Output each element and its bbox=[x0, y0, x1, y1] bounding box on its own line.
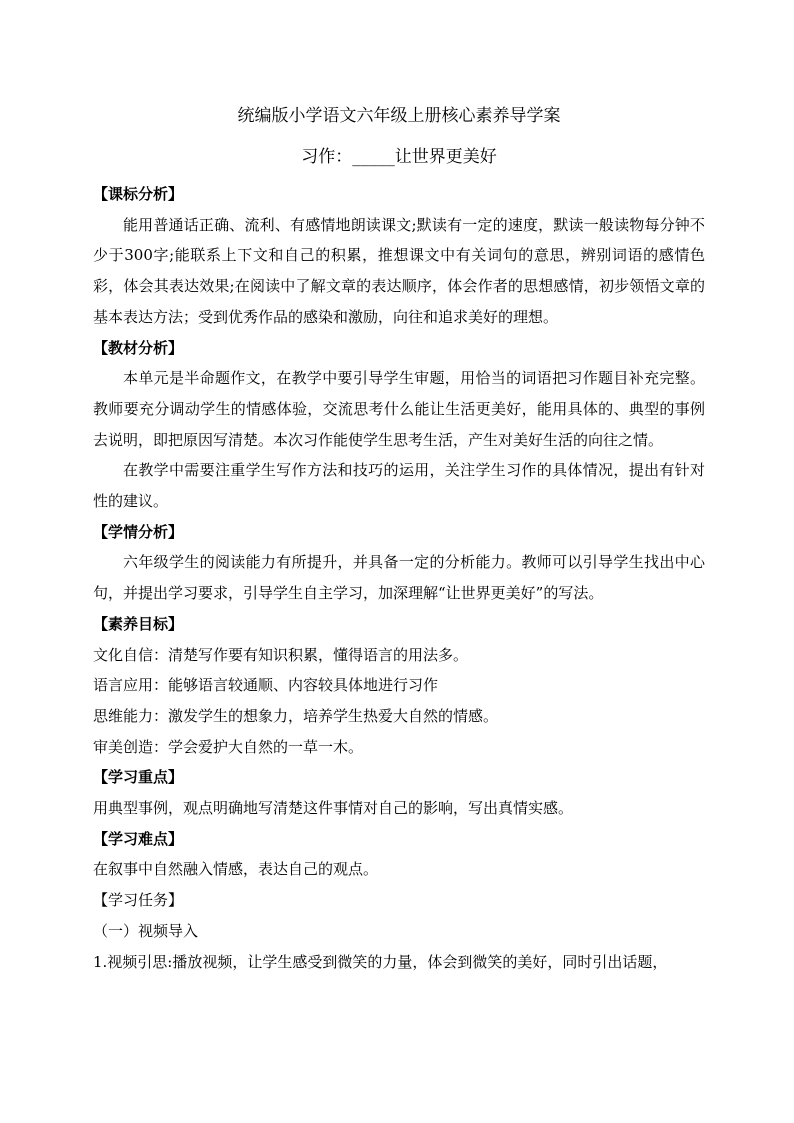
section-heading-kebiao: 【课标分析】 bbox=[93, 185, 184, 203]
section-heading-nandian: 【学习难点】 bbox=[93, 829, 184, 848]
goal-line: 审美创造：学会爱护大自然的一草一木。 bbox=[93, 737, 364, 756]
paragraph: 在教学中需要注重学生写作方法和技巧的运用，关注学生习作的具体情况，提出有针对性的建议。 bbox=[93, 461, 705, 511]
section-heading-xueqing: 【学情分析】 bbox=[93, 522, 184, 541]
section-heading-jiaocai: 【教材分析】 bbox=[93, 338, 184, 357]
section-heading-suyang: 【素养目标】 bbox=[93, 614, 184, 633]
goal-line: 文化自信：清楚写作要有知识积累，懂得语言的用法多。 bbox=[93, 645, 469, 664]
paragraph: 本单元是半命题作文，在教学中要引导学生审题，用恰当的词语把习作题目补充完整。教师要充分调动学生的情感体验，交流思考什么能让生活更美好，能用具体的、典型的事例去说明，即把原因写清楚。本次习作能使学生思考生活，产生对美好生活的向往之情。 bbox=[93, 369, 705, 449]
document-subtitle: 习作：_____让世界更美好 bbox=[301, 147, 497, 167]
difficulty-text: 在叙事中自然融入情感，表达自己的观点。 bbox=[93, 860, 379, 879]
goal-line: 思维能力：激发学生的想象力，培养学生热爱大自然的情感。 bbox=[93, 706, 499, 725]
task-subheading: （一）视频导入 bbox=[93, 921, 199, 940]
document-body bbox=[93, 179, 705, 977]
key-point-text: 用典型事例，观点明确地写清楚这件事情对自己的影响，写出真情实感。 bbox=[93, 799, 574, 818]
section-heading-renwu: 【学习任务】 bbox=[93, 891, 184, 910]
section-heading-zhongdian: 【学习重点】 bbox=[93, 768, 184, 787]
task-item: 1.视频引思:播放视频，让学生感受到微笑的力量，体会到微笑的美好，同时引出话题， bbox=[93, 952, 668, 971]
paragraph: 能用普通话正确、流利、有感情地朗读课文;默读有一定的速度，默读一般读物每分钟不少于300字;能联系上下文和自己的积累，推想课文中有关词句的意思，辨别词语的感情色彩，体会其表达效果;在阅读中了解文章的表达顺序，体会作者的思想感情，初步领悟文章的基本表达方法；受到优秀作品的感染和激励，向往和追求美好的理想。 bbox=[93, 215, 705, 326]
paragraph: 六年级学生的阅读能力有所提升，并具备一定的分析能力。教师可以引导学生找出中心句，并提出学习要求，引导学生自主学习，加深理解“让世界更美好”的写法。 bbox=[93, 553, 705, 603]
document-title: 统编版小学语文六年级上册核心素养导学案 bbox=[237, 106, 561, 126]
goal-line: 语言应用：能够语言较通顺、内容较具体地进行习作 bbox=[93, 676, 439, 695]
